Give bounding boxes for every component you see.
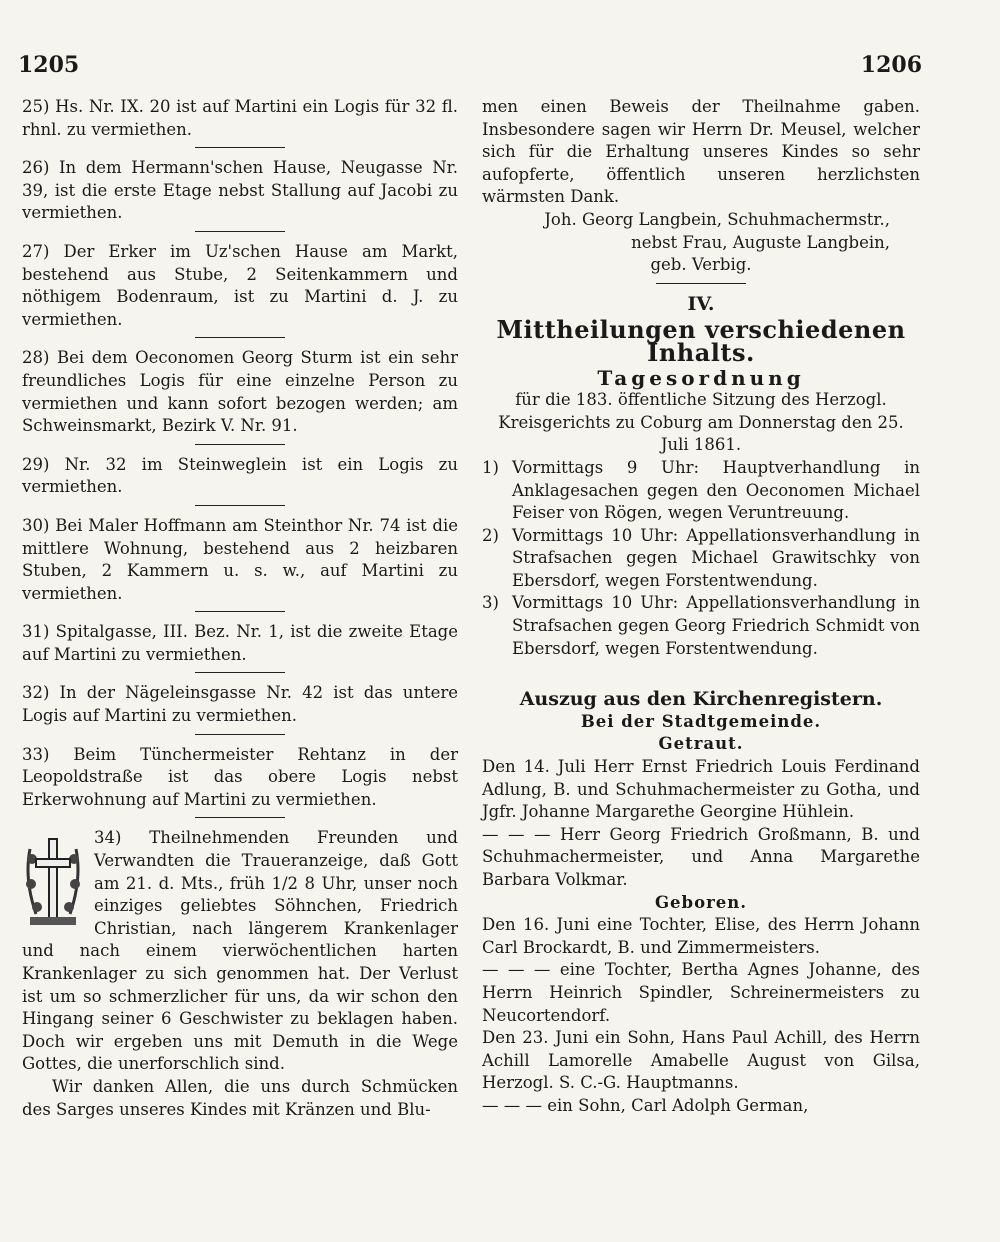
tagesordnung-intro: für die 183. öffentliche Sitzung des Herzogl. Kreisgerichts zu Coburg am Donnerstag den 25. Juli 1861. xyxy=(498,390,904,455)
signature-line-2: nebst Frau, Auguste Langbein, xyxy=(631,232,890,252)
birth-entry-4: — — — ein Sohn, Carl Adolph German, xyxy=(482,1095,809,1115)
obituary-continuation: men einen Beweis der Theilnahme gaben. Insbesondere sagen wir Herrn Dr. Meusel, welcher sich für die Erhaltung unseres Kindes so sehr aufopferte, öffentlich unseren herzlichsten wärmsten Dank. xyxy=(482,97,920,207)
notice-32: 32) In der Nägeleinsgasse Nr. 42 ist das untere Logis auf Martini zu vermiethen. xyxy=(22,683,458,726)
section-number: IV. xyxy=(687,292,715,315)
page-number-right: 1206 xyxy=(860,52,922,78)
church-register-title: Auszug aus den Kirchenregistern. xyxy=(519,688,883,711)
geboren-heading: Geboren. xyxy=(654,892,748,912)
notice-26: 26) In dem Hermann'schen Hause, Neugasse Nr. 39, ist die erste Etage nebst Stallung auf Jacobi zu vermiethen. xyxy=(22,158,458,223)
divider xyxy=(656,283,746,284)
divider xyxy=(195,817,285,818)
birth-entry-2: — — — eine Tochter, Bertha Agnes Johanne, des Herrn Heinrich Spindler, Schreinermeisters zu Neucortendorf. xyxy=(482,960,920,1025)
divider xyxy=(195,734,285,735)
notice-34 xyxy=(22,827,458,1121)
birth-entry-3: Den 23. Juni ein Sohn, Hans Paul Achill, des Herrn Achill Lamorelle Amabelle August von Gilsa, Herzogl. S. C.-G. Hauptmanns. xyxy=(482,1028,920,1093)
divider xyxy=(195,147,285,148)
divider xyxy=(195,231,285,232)
tagesordnung-heading: Tagesordnung xyxy=(597,365,805,390)
birth-entry-1: Den 16. Juni eine Tochter, Elise, des Herrn Johann Carl Brockardt, B. und Zimmermeisters. xyxy=(482,915,920,957)
agenda-item-number: 1) xyxy=(482,457,499,477)
notice-27: 27) Der Erker im Uz'schen Hause am Markt, bestehend aus Stube, 2 Seitenkammern und nöthigem Bodenraum, ist zu Martini d. J. zu vermiethen. xyxy=(22,241,458,329)
agenda-item-number: 2) xyxy=(482,525,499,545)
divider xyxy=(195,444,285,445)
notice-30: 30) Bei Maler Hoffmann am Steinthor Nr. 74 ist die mittlere Wohnung, bestehend aus 2 heizbaren Stuben, 2 Kammern u. s. w., auf Martini zu vermiethen. xyxy=(22,515,458,603)
right-column xyxy=(482,96,920,1118)
agenda-item-text: Vormittags 10 Uhr: Appellationsverhandlung in Strafsachen gegen Michael Grawitschky von Ebersdorf, wegen Forstentwendung. xyxy=(512,525,920,590)
notice-29: 29) Nr. 32 im Steinweglein ist ein Logis zu vermiethen. xyxy=(22,454,458,497)
stadtgemeinde-heading: Bei der Stadtgemeinde. xyxy=(580,711,822,731)
agenda-item xyxy=(482,457,920,525)
notice-33: 33) Beim Tünchermeister Rehtanz in der Leopoldstraße ist das obere Logis nebst Erkerwohnung auf Martini zu vermiethen. xyxy=(22,744,458,809)
getraut-heading: Getraut. xyxy=(658,734,744,754)
agenda-item-text: Vormittags 10 Uhr: Appellationsverhandlung in Strafsachen gegen Georg Friedrich Schmidt von Ebersdorf, wegen Forstentwendung. xyxy=(512,593,920,658)
agenda-item-number: 3) xyxy=(482,593,499,613)
agenda-item-text: Vormittags 9 Uhr: Hauptverhandlung in Anklagesachen gegen den Oeconomen Michael Feiser von Rögen, wegen Veruntreuung. xyxy=(512,457,920,523)
section-title: Mittheilungen verschiedenen Inhalts. xyxy=(496,315,906,367)
notice-28: 28) Bei dem Oeconomen Georg Sturm ist ein sehr freundliches Logis für eine einzelne Person zu vermiethen und kann sofort bezogen werden; am Schweinsmarkt, Bezirk V. Nr. 91. xyxy=(22,348,458,436)
marriage-entry-2: — — — Herr Georg Friedrich Großmann, B. und Schuhmachermeister, und Anna Margarethe Barbara Volkmar. xyxy=(482,824,920,889)
agenda-item xyxy=(482,592,920,660)
signature-line-1: Joh. Georg Langbein, Schuhmachermstr., xyxy=(544,209,890,229)
notice-31: 31) Spitalgasse, III. Bez. Nr. 1, ist die zweite Etage auf Martini zu vermiethen. xyxy=(22,622,458,664)
divider xyxy=(195,611,285,612)
divider xyxy=(195,337,285,338)
page-number-left: 1205 xyxy=(18,52,80,78)
notice-25: 25) Hs. Nr. IX. 20 ist auf Martini ein Logis für 32 fl. rhnl. zu vermiethen. xyxy=(22,97,458,139)
agenda-item xyxy=(482,525,920,593)
divider xyxy=(195,505,285,506)
marriage-entry-1: Den 14. Juli Herr Ernst Friedrich Louis Ferdinand Adlung, B. und Schuhmachermeister zu Gotha, und Jgfr. Johanne Margarethe Georgine Hühlein. xyxy=(482,757,920,822)
cross-wreath-icon xyxy=(22,829,84,929)
signature-line-3: geb. Verbig. xyxy=(650,255,752,275)
obituary-text: 34) Theilnehmenden Freunden und Verwandten die Traueranzeige, daß Gott am 21. d. Mts., früh 1/2 8 Uhr, unser noch einziges geliebtes Söhnchen, Friedrich Christian, nach längerem Krankenlager und nach einem vierwöchentlichen harten Krankenlager zu sich genommen hat. Der Verlust ist um so schmerzlicher für uns, da wir schon den Hingang seiner 6 Geschwister zu beklagen haben. Doch wir ergeben uns mit Demuth in die Wege Gottes, die unerforschlich sind. xyxy=(22,828,458,1074)
obituary-thanks: Wir danken Allen, die uns durch Schmücken des Sarges unseres Kindes mit Kränzen und Blu- xyxy=(22,1076,458,1119)
divider xyxy=(195,672,285,673)
left-column xyxy=(22,96,458,1121)
